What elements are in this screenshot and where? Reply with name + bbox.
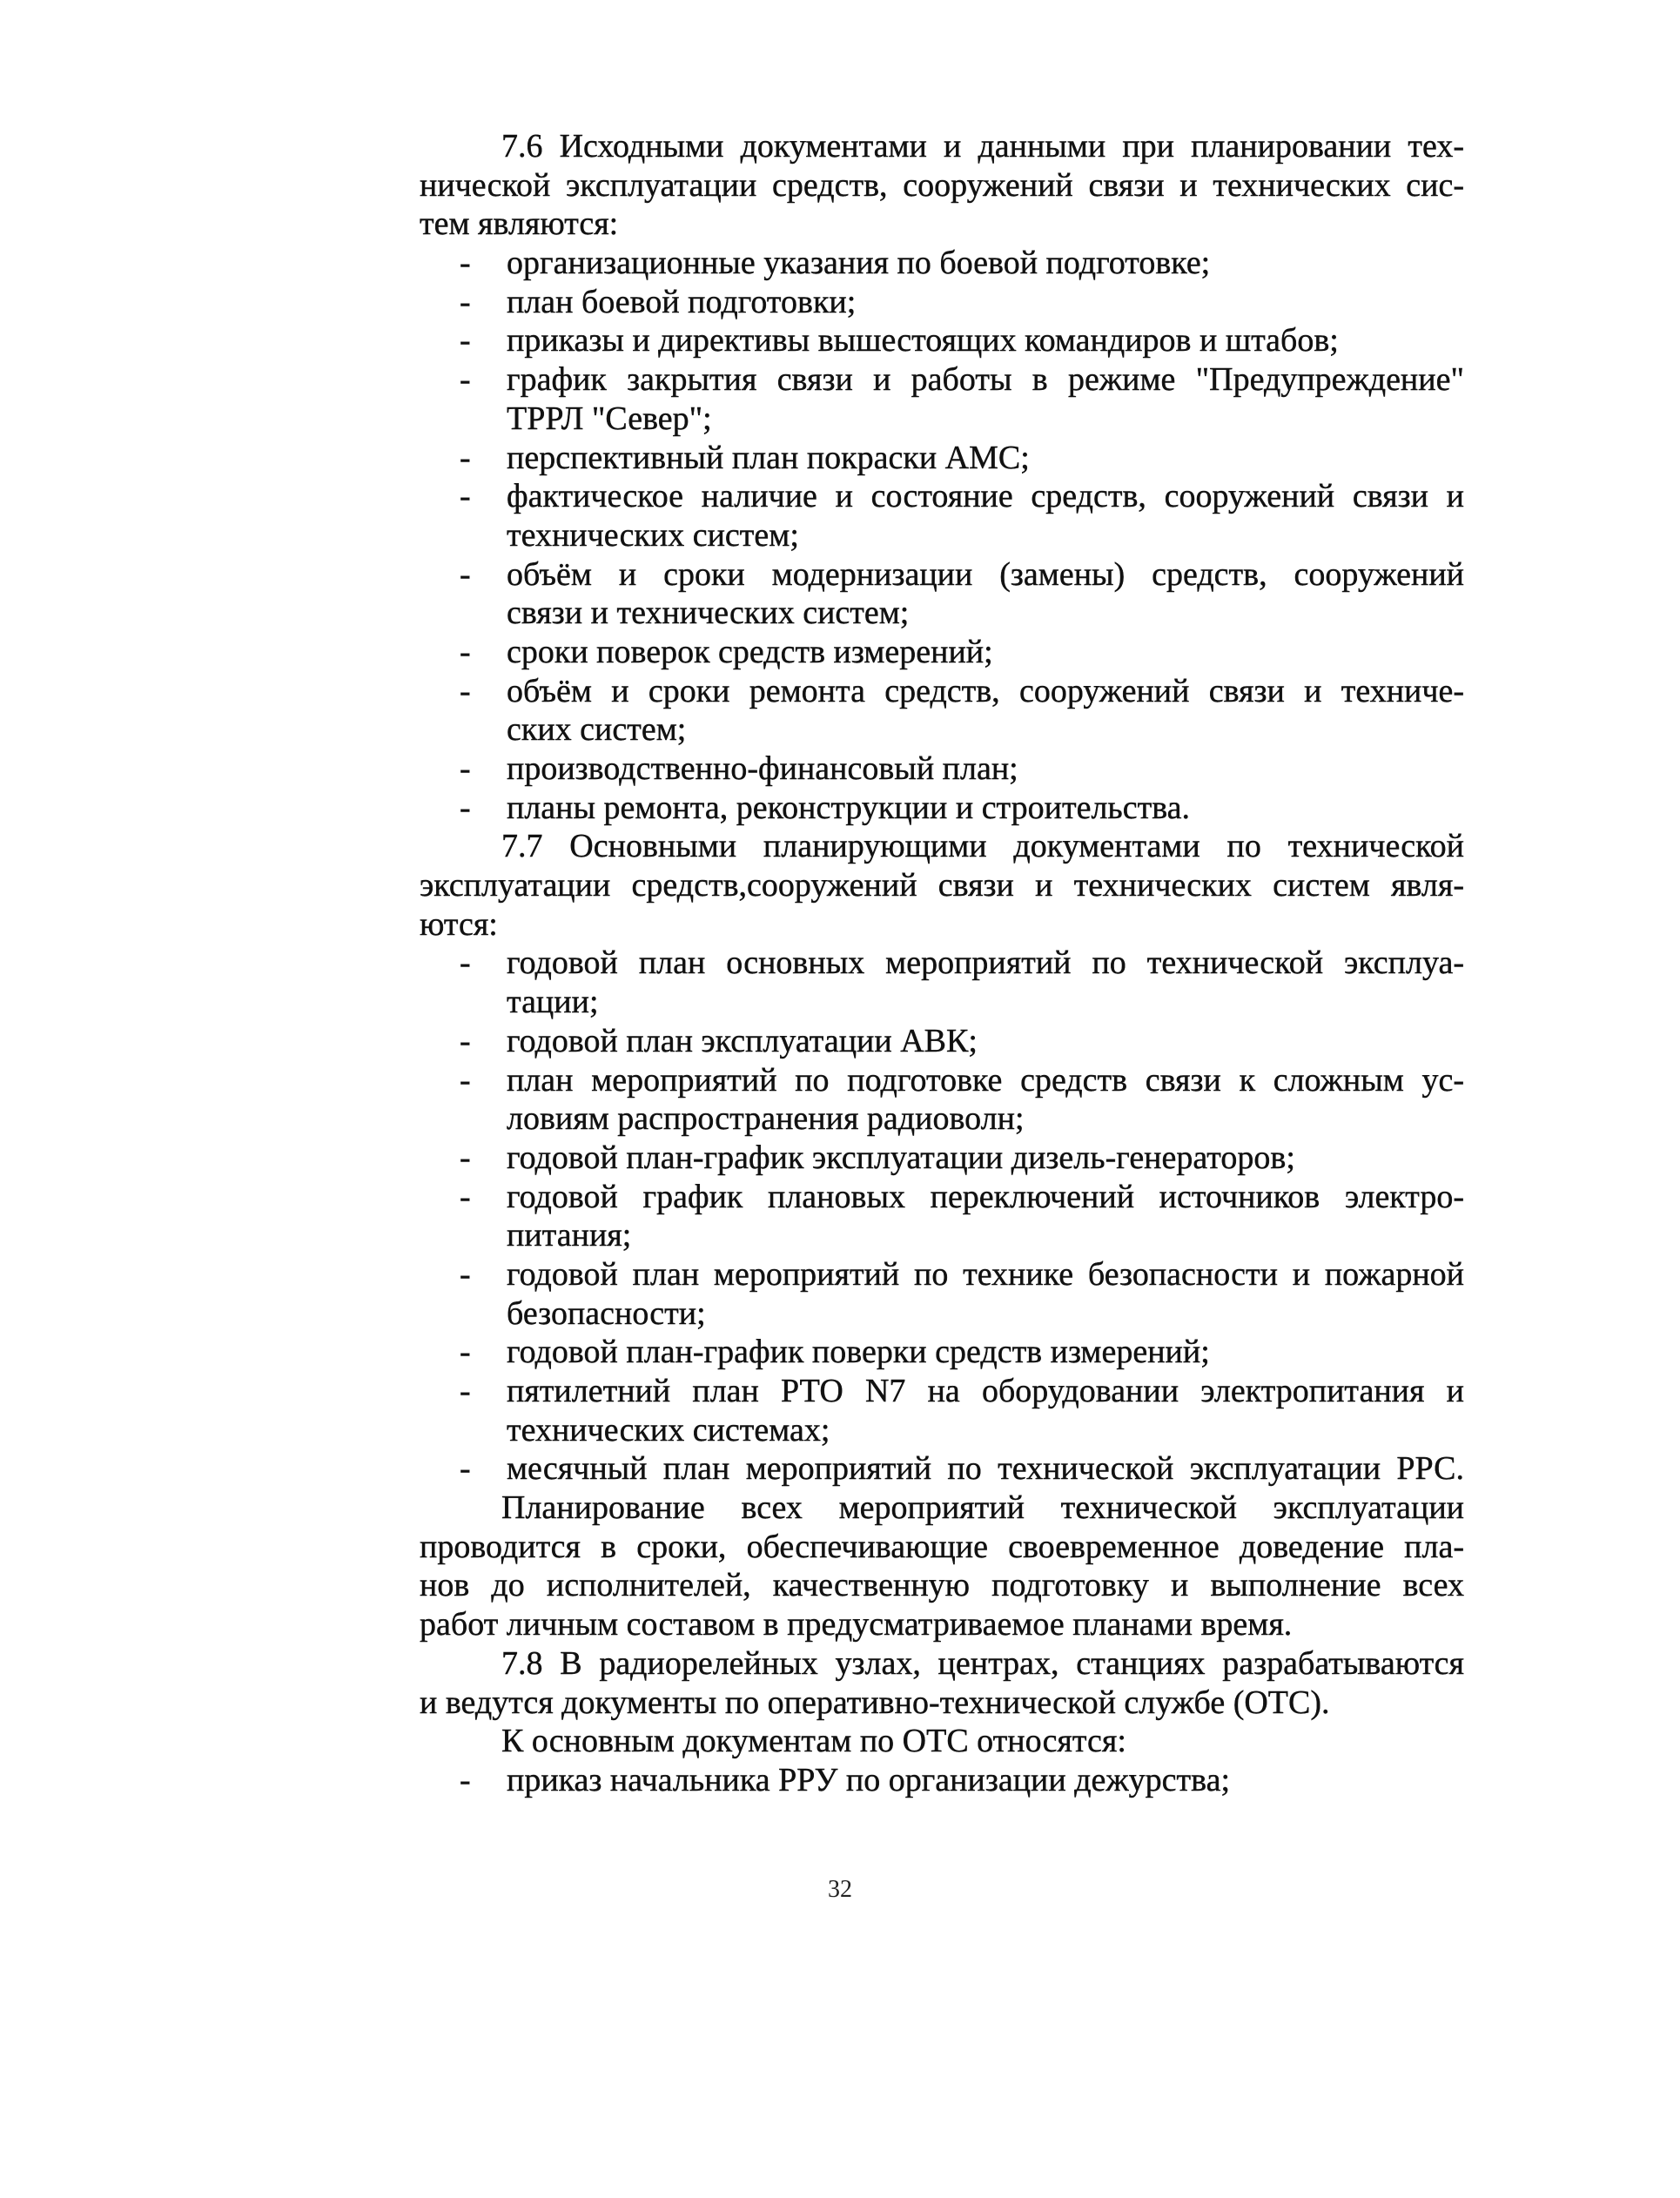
line-text: нов до исполнителей, качественную подготовку и выполнение всех <box>420 1567 1464 1604</box>
bullet-dash-icon: - <box>460 1761 471 1798</box>
list-item-line <box>420 633 1464 672</box>
list-item-line <box>420 672 1464 711</box>
line-text: план мероприятий по подготовке средств связи к сложным ус- <box>507 1061 1464 1099</box>
line-text: работ личным составом в предусматриваемое планами время. <box>420 1606 1293 1643</box>
list-item-line <box>420 555 1464 595</box>
line-text: тации; <box>507 984 599 1021</box>
text-line <box>420 827 1464 866</box>
line-text: ются: <box>420 905 498 943</box>
line-text: технических системах; <box>507 1411 830 1449</box>
line-text: приказы и директивы вышестоящих командиров и штабов; <box>507 322 1339 360</box>
line-text: ских систем; <box>507 711 687 749</box>
text-line <box>420 983 1464 1022</box>
line-text: связи и технических систем; <box>507 595 910 632</box>
line-text: годовой план-график эксплуатации дизель-генераторов; <box>507 1139 1295 1176</box>
line-text: фактическое наличие и состояние средств, сооружений связи и <box>507 478 1464 515</box>
line-text: годовой план-график поверки средств измерений; <box>507 1334 1210 1371</box>
line-text: планы ремонта, реконструкции и строительства. <box>507 789 1191 826</box>
line-text: 7.7 Основными планирующими документами по технической <box>501 828 1464 865</box>
bullet-dash-icon: - <box>460 1334 471 1371</box>
list-item-line <box>420 1255 1464 1294</box>
bullet-dash-icon: - <box>460 1255 471 1293</box>
line-text: 7.8 В радиорелейных узлах, центрах, станциях разрабатываются <box>501 1644 1464 1682</box>
list-item-line <box>420 360 1464 400</box>
line-text: безопасности; <box>507 1294 706 1332</box>
list-item-line <box>420 749 1464 789</box>
bullet-dash-icon: - <box>460 1373 471 1409</box>
line-text: производственно-финансовый план; <box>507 750 1018 787</box>
text-line <box>420 1528 1464 1567</box>
text-line <box>420 594 1464 633</box>
line-text: 7.6 Исходными документами и данными при планировании тех- <box>501 128 1464 165</box>
list-item-line <box>420 244 1464 283</box>
text-line <box>420 1644 1464 1684</box>
text-line <box>420 1566 1464 1605</box>
list-item-line <box>420 1372 1464 1411</box>
line-text: Планирование всех мероприятий технической эксплуатации <box>501 1489 1464 1527</box>
bullet-dash-icon: - <box>460 322 471 360</box>
bullet-dash-icon: - <box>460 439 471 476</box>
list-item-line <box>420 1333 1464 1372</box>
line-text: К основным документам по ОТС относятся: <box>501 1723 1126 1760</box>
bullet-dash-icon: - <box>460 789 471 826</box>
line-text: и ведутся документы по оперативно-технической службе (ОТС). <box>420 1684 1330 1721</box>
bullet-dash-icon: - <box>460 1139 471 1176</box>
line-text: годовой план мероприятий по технике безопасности и пожарной <box>507 1255 1464 1293</box>
line-text: годовой план основных мероприятий по технической эксплуа- <box>507 944 1464 982</box>
bullet-dash-icon: - <box>460 361 471 399</box>
list-item-line <box>420 1178 1464 1217</box>
line-text: объём и сроки ремонта средств, сооружений связи и техниче- <box>507 672 1464 709</box>
bullet-dash-icon: - <box>460 1022 471 1059</box>
line-text: пятилетний план РТО N7 на оборудовании электропитания и <box>507 1373 1464 1409</box>
bullet-dash-icon: - <box>460 672 471 709</box>
line-text: нической эксплуатации средств, сооружений связи и технических сис- <box>420 166 1464 204</box>
line-text: план боевой подготовки; <box>507 283 857 320</box>
text-line <box>420 205 1464 244</box>
line-text: приказ начальника РРУ по организации дежурства; <box>507 1761 1231 1798</box>
line-text: организационные указания по боевой подготовке; <box>507 245 1211 282</box>
bullet-dash-icon: - <box>460 245 471 282</box>
text-line <box>420 1099 1464 1139</box>
list-item-line <box>420 1139 1464 1178</box>
list-item-line <box>420 789 1464 828</box>
list-item-line <box>420 1061 1464 1100</box>
text-line <box>420 1489 1464 1528</box>
list-item-line <box>420 1022 1464 1061</box>
line-text: перспективный план покраски АМС; <box>507 439 1030 476</box>
text-line <box>420 1722 1464 1761</box>
line-text: ловиям распространения радиоволн; <box>507 1100 1025 1138</box>
text-line <box>420 400 1464 439</box>
text-line <box>420 1411 1464 1450</box>
page-number: 32 <box>828 1876 852 1903</box>
list-item-line <box>420 439 1464 478</box>
text-line <box>420 127 1464 166</box>
text-line <box>420 1605 1464 1644</box>
bullet-dash-icon: - <box>460 1450 471 1488</box>
line-text: сроки поверок средств измерений; <box>507 633 993 670</box>
list-item-line <box>420 944 1464 983</box>
list-item-line <box>420 1761 1464 1800</box>
bullet-dash-icon: - <box>460 555 471 593</box>
bullet-dash-icon: - <box>460 633 471 670</box>
line-text: питания; <box>507 1217 632 1254</box>
text-line <box>420 1684 1464 1723</box>
text-line <box>420 1294 1464 1334</box>
list-item-line <box>420 1449 1464 1489</box>
line-text: технических систем; <box>507 516 799 554</box>
text-line <box>420 710 1464 749</box>
text-line <box>420 516 1464 555</box>
bullet-dash-icon: - <box>460 283 471 320</box>
line-text: объём и сроки модернизации (замены) средств, сооружений <box>507 555 1464 593</box>
list-item-line <box>420 321 1464 360</box>
line-text: эксплуатации средств,сооружений связи и технических систем явля- <box>420 867 1464 904</box>
line-text: годовой план эксплуатации АВК; <box>507 1022 978 1059</box>
line-text: график закрытия связи и работы в режиме "Предупреждение" <box>507 361 1464 399</box>
text-line <box>420 1216 1464 1255</box>
line-text: тем являются: <box>420 205 619 243</box>
line-text: ТРРЛ "Север"; <box>507 400 712 437</box>
text-line <box>420 866 1464 905</box>
line-text: проводится в сроки, обеспечивающие своевременное доведение пла- <box>420 1528 1464 1565</box>
bullet-dash-icon: - <box>460 478 471 515</box>
line-text: годовой график плановых переключений источников электро- <box>507 1178 1464 1215</box>
line-text: месячный план мероприятий по технической эксплуатации РРС. <box>507 1450 1464 1488</box>
text-line <box>420 905 1464 944</box>
document-body <box>420 127 1464 1800</box>
bullet-dash-icon: - <box>460 944 471 982</box>
list-item-line <box>420 283 1464 322</box>
bullet-dash-icon: - <box>460 750 471 787</box>
bullet-dash-icon: - <box>460 1178 471 1215</box>
bullet-dash-icon: - <box>460 1061 471 1099</box>
list-item-line <box>420 477 1464 516</box>
text-line <box>420 166 1464 205</box>
